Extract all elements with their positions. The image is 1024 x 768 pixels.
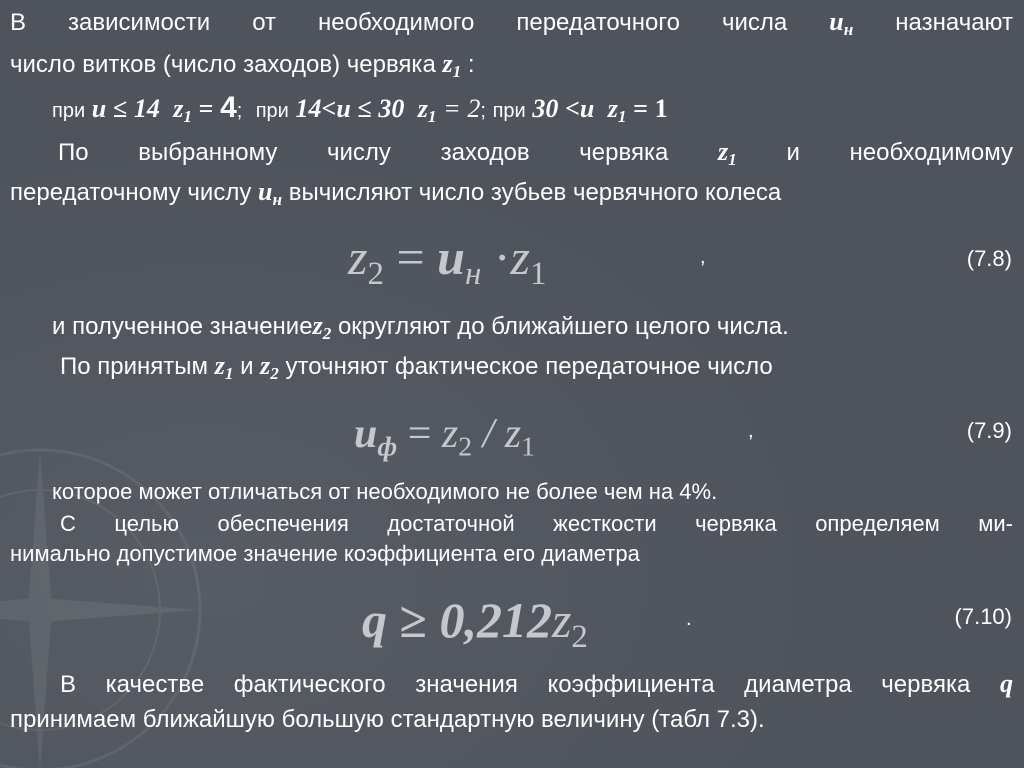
equation-number-7-9: (7.9) [966,418,1012,443]
symbol-eq: = [633,94,648,123]
conditions-line: при u ≤ 14 $z_1 = 4$; при 14<u ≤ 30 $z_1 = 2$; при 30 <u $z_1 = 1$ [52,91,668,127]
text: и полученное значение [52,313,313,340]
value-30: 30 [532,94,559,123]
text: число витков (число заходов) червяка [10,51,436,78]
symbol-u: u [91,94,107,123]
equation-number-7-8: (7.8) [966,246,1012,271]
symbol-z1: $z_1$ [173,94,192,127]
text: и необходимому [786,139,1013,166]
text: назначают [895,9,1014,36]
formula-punct: , [700,246,706,268]
paragraph-line-11 [10,704,1013,736]
symbol-z1: $z_1$ [718,137,737,170]
formula-punct: , [748,420,754,442]
value-2: 2 [467,94,481,123]
paragraph-line-1 [10,6,1013,46]
symbol-u-n: $u_н$ [258,177,283,210]
text: округляют до ближайшего целого числа. [337,313,789,340]
text: вычисляют число зубьев червячного колеса [288,179,782,206]
text: передаточному числу [10,179,252,206]
text: В качестве фактического значения коэффициента диаметра червяка [60,671,971,698]
symbol-eq: = [198,94,214,123]
text: при [52,100,86,122]
value-4: 4 [220,91,237,124]
symbol-le: ≤ [357,94,372,123]
text: принимаем ближайшую большую стандартную величину (табл 7.3). [10,706,765,733]
paragraph-line-3 [58,136,1013,176]
formula-7-8: $z_2 = u_н \cdot z_1$ [348,229,547,292]
text: : [467,51,475,78]
paragraph-line-9 [10,538,1013,570]
symbol-eq: = [443,94,461,123]
value-14: 14 [133,94,160,123]
text: С целью обеспечения достаточной жесткости червяка определяем ми- [60,511,1013,536]
text: и [240,353,254,380]
paragraph-line-10 [60,668,1013,701]
text: которое может отличаться от необходимого не более чем на 4%. [52,479,718,504]
symbol-z1: $z_1$ [442,49,462,82]
text: По выбранному числу заходов червяка [58,139,669,166]
symbol-z1: $z_1$ [607,94,627,127]
text: В зависимости от необходимого передаточного числа [10,9,788,36]
symbol-z1: $z_1$ [417,94,437,127]
value-30: 30 [378,94,405,123]
symbol-u: u [336,94,351,123]
paragraph-line-8 [60,508,1013,540]
formula-7-9: $u_ф = z_2 / z_1$ [354,411,535,462]
symbol-u: u [579,94,595,123]
equation-number-7-10: (7.10) [954,604,1012,629]
symbol-z2: $z_2$ [312,311,332,344]
symbol-q: q [1000,669,1013,698]
formula-7-10: $q \ge 0,212z_2$ [362,592,588,655]
symbol-z2: $z_2$ [260,351,279,384]
text: По принятым [60,353,209,380]
text: при [492,100,526,122]
paragraph-line-4 [10,176,1013,216]
paragraph-line-7 [52,476,1012,508]
text: при [255,100,289,122]
symbol-lt: < [565,94,580,123]
symbol-z1: $z_1$ [214,351,234,384]
paragraph-line-2 [10,48,1013,88]
symbol-le: ≤ [112,94,128,123]
symbol-u-n: $u_н$ [829,7,854,40]
text: нимально допустимое значение коэффициента его диаметра [10,541,640,566]
symbol-lt: < [321,94,337,123]
text: уточняют фактическое передаточное число [285,353,773,380]
value-14: 14 [295,94,322,123]
paragraph-line-5 [52,310,1012,350]
formula-punct: . [686,608,692,630]
paragraph-line-6 [60,350,1012,390]
value-1: 1 [654,94,668,123]
